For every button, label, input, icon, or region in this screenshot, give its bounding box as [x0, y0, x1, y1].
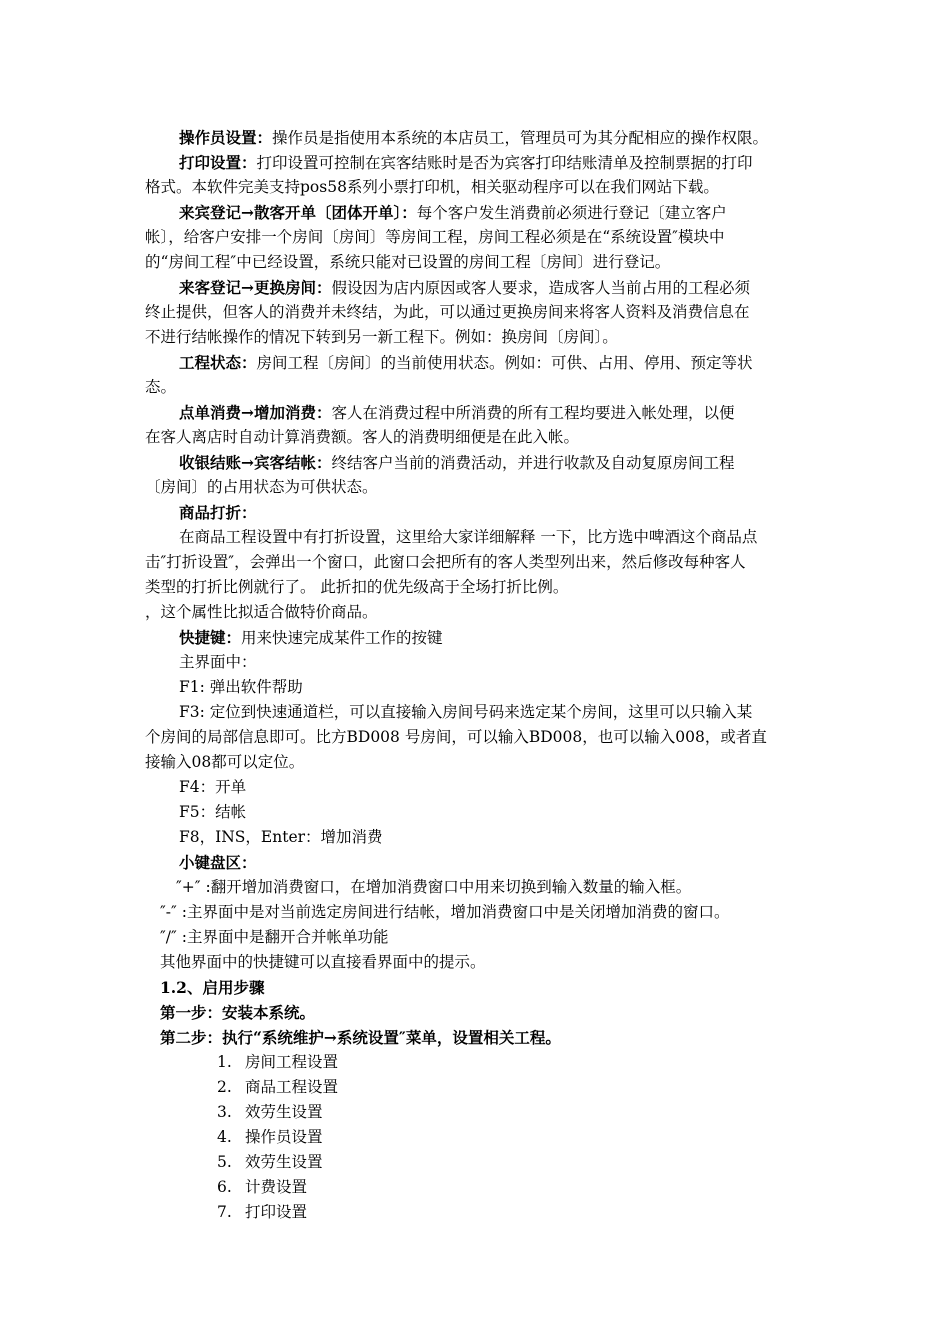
step-one: 第一步：安装本系统。 — [160, 1003, 316, 1022]
text-line: 终止提供，但客人的消费并未终结，为此，可以通过更换房间来将客人资料及消费信息在 — [145, 303, 750, 321]
list-item — [217, 1150, 323, 1175]
text-line: ，这个属性比拟适合做特价商品。 — [145, 603, 378, 621]
text-guest-checkin: 每个客户发生消费前必须进行登记〔建立客户 — [416, 204, 727, 222]
shortcut-f5: F5：结帐 — [179, 803, 247, 821]
term-change-room: 来客登记→更换房间： — [179, 278, 332, 297]
term-guest-checkin: 来宾登记→散客开单〔团体开单〕： — [179, 203, 417, 222]
term-operator-settings: 操作员设置： — [179, 128, 273, 147]
list-text: 效劳生设置 — [245, 1153, 323, 1171]
shortcut-f8: F8，INS，Enter：增加消费 — [179, 828, 383, 846]
text-checkout: 终结客户当前的消费活动，并进行收款及自动复原房间工程 — [331, 454, 735, 472]
term-item-status: 工程状态： — [179, 353, 257, 372]
list-text: 商品工程设置 — [245, 1078, 339, 1096]
list-item — [217, 1125, 323, 1150]
term-shortcuts: 快捷键： — [179, 628, 242, 647]
list-number: 7. — [217, 1203, 232, 1221]
list-text: 计费设置 — [245, 1178, 308, 1196]
text-line: 个房间的局部信息即可。比方BD008 号房间，可以输入BD008，也可以输入008，或者直 — [145, 728, 767, 746]
list-number: 2. — [217, 1078, 232, 1096]
text-line: 〔房间〕的占用状态为可供状态。 — [145, 478, 378, 496]
text-operator-settings: 操作员是指使用本系统的本店员工，管理员可为其分配相应的操作权限。 — [272, 129, 769, 147]
numpad-slash: ″/″ :主界面中是翻开合并帐单功能 — [160, 928, 389, 946]
term-print-settings: 打印设置： — [179, 153, 257, 172]
list-number: 3. — [217, 1103, 232, 1121]
section-heading: 1.2、启用步骤 — [160, 978, 265, 997]
list-item — [217, 1100, 323, 1125]
list-number: 4. — [217, 1128, 232, 1146]
text-item-status: 房间工程〔房间〕的当前使用状态。例如：可供、占用、停用、预定等状 — [256, 354, 753, 372]
paragraph-add-consumption — [179, 400, 735, 426]
list-number: 1. — [217, 1053, 232, 1071]
text-line: 主界面中： — [179, 653, 257, 671]
list-item — [217, 1200, 307, 1225]
list-text: 打印设置 — [245, 1203, 308, 1221]
text-line: 在商品工程设置中有打折设置，这里给大家详细解释 一下，比方选中啤酒这个商品点 — [179, 528, 758, 546]
numpad-minus: ″-″ :主界面中是对当前选定房间进行结帐，增加消费窗口中是关闭增加消费的窗口。 — [160, 903, 730, 921]
shortcut-f4: F4：开单 — [179, 778, 247, 796]
text-shortcuts: 用来快速完成某件工作的按键 — [241, 629, 443, 647]
text-line: 不进行结帐操作的情况下转到另一新工程下。例如：换房间〔房间〕。 — [145, 328, 618, 346]
list-item — [217, 1050, 338, 1075]
paragraph-operator-settings — [179, 125, 768, 151]
text-print-settings: 打印设置可控制在宾客结账时是否为宾客打印结账清单及控制票据的打印 — [256, 154, 753, 172]
paragraph-change-room — [179, 275, 750, 301]
list-number: 5. — [217, 1153, 232, 1171]
text-change-room: 假设因为店内原因或客人要求，造成客人当前占用的工程必须 — [331, 279, 751, 297]
list-text: 房间工程设置 — [245, 1053, 339, 1071]
paragraph-guest-checkin — [179, 200, 727, 226]
text-line: 其他界面中的快捷键可以直接看界面中的提示。 — [160, 953, 486, 971]
text-line: 在客人离店时自动计算消费额。客人的消费明细便是在此入帐。 — [145, 428, 580, 446]
text-line: 接输入08都可以定位。 — [145, 753, 305, 771]
shortcut-f3: F3: 定位到快速通道栏，可以直接输入房间号码来选定某个房间，这里可以只输入某 — [179, 703, 753, 721]
list-text: 操作员设置 — [245, 1128, 323, 1146]
heading-numpad: 小键盘区： — [179, 853, 257, 872]
list-item — [217, 1075, 338, 1100]
list-text: 效劳生设置 — [245, 1103, 323, 1121]
text-add-consumption: 客人在消费过程中所消费的所有工程均要进入帐处理，以便 — [331, 404, 735, 422]
term-checkout: 收银结账→宾客结帐： — [179, 453, 332, 472]
text-line: 类型的打折比例就行了。 此折扣的优先级高于全场打折比例。 — [145, 578, 569, 596]
heading-product-discount: 商品打折： — [179, 503, 257, 522]
term-add-consumption: 点单消费→增加消费： — [179, 403, 332, 422]
step-two: 第二步：执行“系统维护→系统设置″菜单，设置相关工程。 — [160, 1028, 561, 1047]
paragraph-print-settings — [179, 150, 753, 176]
text-line: 击″打折设置″，会弹出一个窗口，此窗口会把所有的客人类型列出来，然后修改每种客人 — [145, 553, 746, 571]
text-line: 态。 — [145, 378, 177, 396]
numpad-plus: ″+″ :翻开增加消费窗口，在增加消费窗口中用来切换到输入数量的输入框。 — [176, 878, 692, 896]
list-number: 6. — [217, 1178, 232, 1196]
paragraph-item-status — [179, 350, 753, 376]
text-line: 的“房间工程″中已经设置，系统只能对已设置的房间工程〔房间〕进行登记。 — [145, 253, 671, 271]
list-item — [217, 1175, 307, 1200]
shortcut-f1: F1: 弹出软件帮助 — [179, 678, 303, 696]
text-line: 格式。本软件完美支持pos58系列小票打印机，相关驱动程序可以在我们网站下载。 — [145, 178, 719, 196]
text-line: 帐〕，给客户安排一个房间〔房间〕等房间工程，房间工程必须是在“系统设置″模块中 — [145, 228, 725, 246]
paragraph-checkout — [179, 450, 735, 476]
paragraph-shortcuts — [179, 625, 443, 651]
